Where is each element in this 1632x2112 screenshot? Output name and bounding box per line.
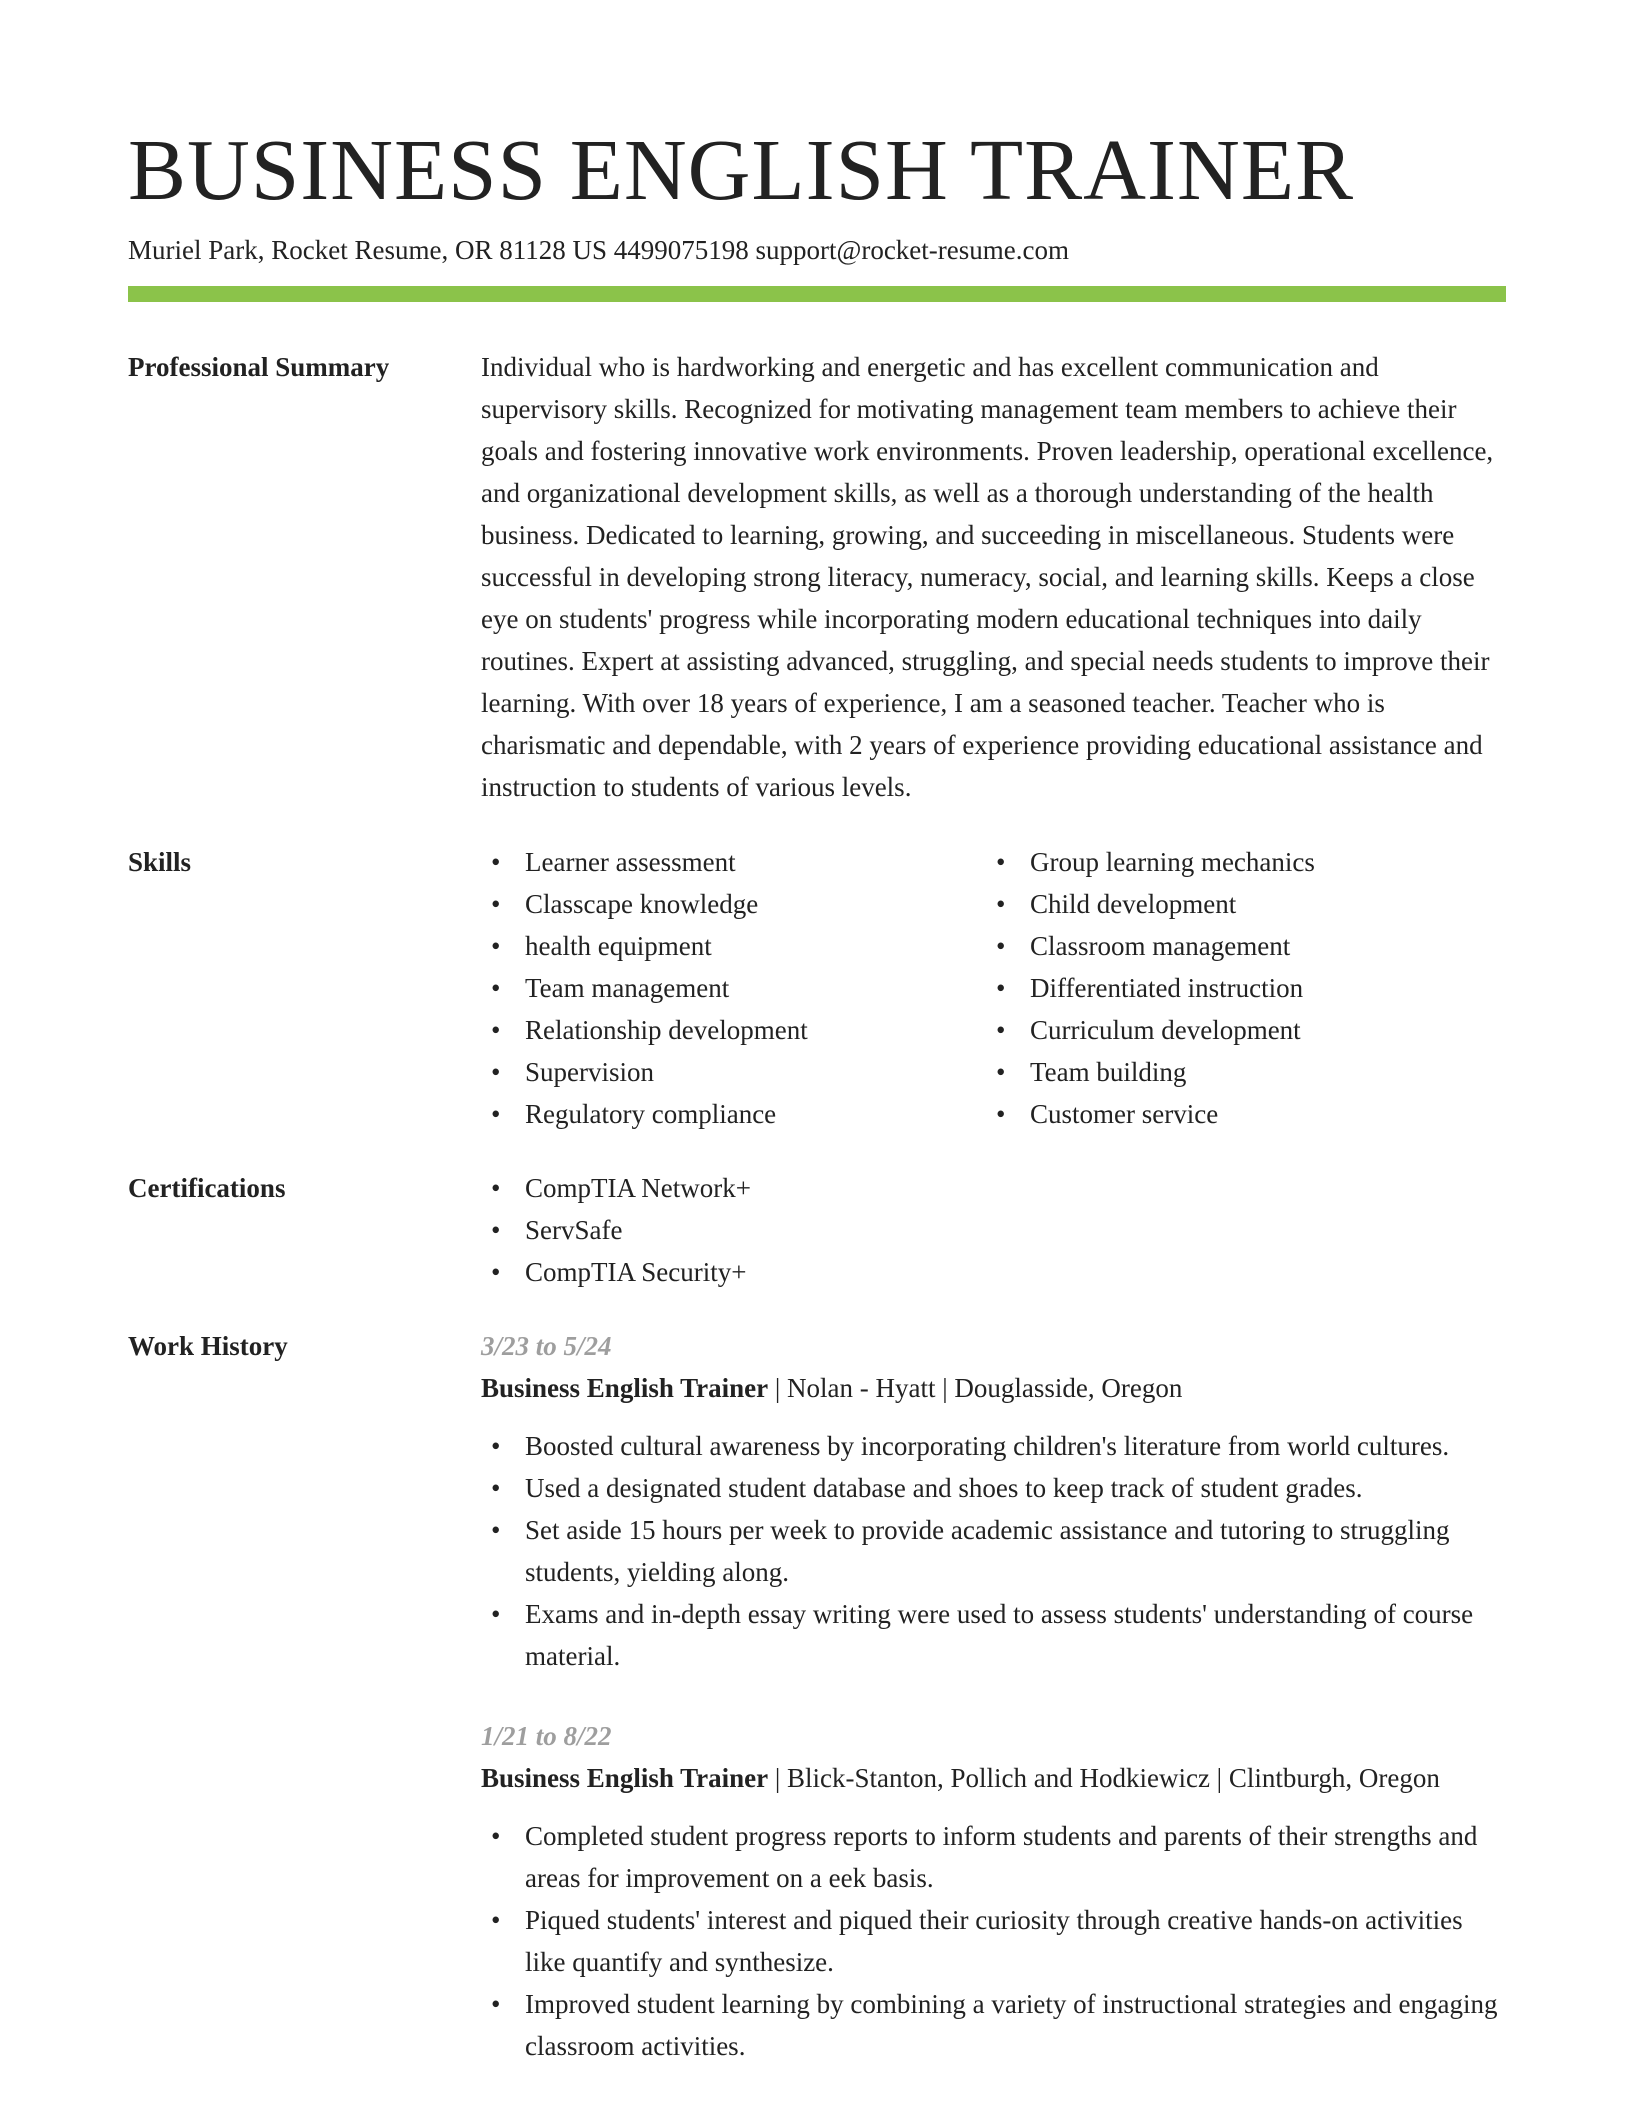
job-bullets [481, 1815, 1506, 2067]
skill-item: • Curriculum development [986, 1009, 1491, 1051]
certification-item: • CompTIA Network+ [481, 1167, 1506, 1209]
skills-list-left [481, 841, 986, 1135]
job-entry [481, 1325, 1506, 1677]
certifications-body [481, 1167, 1506, 1293]
skill-item: • Group learning mechanics [986, 841, 1491, 883]
job-date: 3/23 to 5/24 [481, 1331, 612, 1361]
skills-columns [481, 841, 1506, 1135]
summary-body [481, 346, 1506, 808]
skill-item: • Classcape knowledge [481, 883, 986, 925]
job-bullet: • Completed student progress reports to inform students and parents of their strengths and areas for improvement on a eek basis. [481, 1815, 1506, 1899]
skills-list-right [986, 841, 1491, 1135]
skill-item: • Relationship development [481, 1009, 986, 1051]
job-bullet: • Improved student learning by combining a variety of instructional strategies and engaging classroom activities. [481, 1983, 1506, 2067]
resume-title: BUSINESS ENGLISH TRAINER [128, 121, 1354, 218]
job-bullet: • Exams and in-depth essay writing were used to assess students' understanding of course material. [481, 1593, 1506, 1677]
skill-item: • Learner assessment [481, 841, 986, 883]
job-date: 1/21 to 8/22 [481, 1721, 612, 1751]
job-heading [481, 1367, 1506, 1409]
job-details: | Blick-Stanton, Pollich and Hodkiewicz | Clintburgh, Oregon [768, 1763, 1440, 1793]
skill-item: • Classroom management [986, 925, 1491, 967]
accent-divider [128, 286, 1506, 302]
certification-item: • CompTIA Security+ [481, 1251, 1506, 1293]
certifications-label: Certifications [128, 1173, 286, 1203]
skill-item: • Regulatory compliance [481, 1093, 986, 1135]
summary-label: Professional Summary [128, 352, 390, 382]
skill-item: • Customer service [986, 1093, 1491, 1135]
skill-item: • Child development [986, 883, 1491, 925]
job-bullet: • Piqued students' interest and piqued their curiosity through creative hands-on activities like quantify and synthesize. [481, 1899, 1506, 1983]
skill-item: • Team management [481, 967, 986, 1009]
job-bullet: • Used a designated student database and shoes to keep track of student grades. [481, 1467, 1506, 1509]
skill-item: • health equipment [481, 925, 986, 967]
certification-item: • ServSafe [481, 1209, 1506, 1251]
job-heading [481, 1757, 1506, 1799]
skills-label: Skills [128, 847, 192, 877]
work-history-body [481, 1325, 1506, 2067]
skill-item: • Supervision [481, 1051, 986, 1093]
job-bullet: • Set aside 15 hours per week to provide academic assistance and tutoring to struggling students, yielding along. [481, 1509, 1506, 1593]
skill-item: • Team building [986, 1051, 1491, 1093]
job-entry [481, 1715, 1506, 2067]
job-title: Business English Trainer [481, 1373, 769, 1403]
job-details: | Nolan - Hyatt | Douglasside, Oregon [768, 1373, 1183, 1403]
job-bullet: • Boosted cultural awareness by incorporating children's literature from world cultures. [481, 1425, 1506, 1467]
job-title: Business English Trainer [481, 1763, 769, 1793]
contact-line: Muriel Park, Rocket Resume, OR 81128 US 4499075198 support@rocket-resume.com [128, 235, 1069, 265]
skill-item: • Differentiated instruction [986, 967, 1491, 1009]
certifications-list [481, 1167, 1506, 1293]
job-bullets [481, 1425, 1506, 1677]
work-history-label: Work History [128, 1331, 288, 1361]
summary-text: Individual who is hardworking and energetic and has excellent communication and supervisory skills. Recognized for motivating management team members to achieve their goals and fostering innovative work environments. Proven leadership, operational excellence, and organizational development skills, as well as a thorough understanding of the health business. Dedicated to learning, growing, and succeeding in miscellaneous. Students were successful in developing strong literacy, numeracy, social, and learning skills. Keeps a close eye on students' progress while incorporating modern educational techniques into daily routines. Expert at assisting advanced, struggling, and special needs students to improve their learning. With over 18 years of experience, I am a seasoned teacher. Teacher who is charismatic and dependable, with 2 years of experience providing educational assistance and instruction to students of various levels. [481, 352, 1494, 802]
